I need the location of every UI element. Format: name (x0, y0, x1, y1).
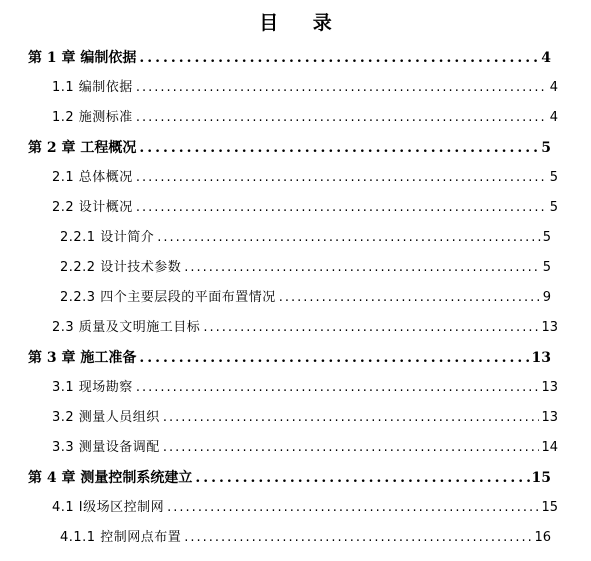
dot-leader (163, 408, 540, 428)
dot-leader (279, 288, 541, 308)
toc-entry-label: 第 2 章 工程概况 (28, 140, 137, 156)
dot-leader (163, 438, 540, 458)
dot-leader (136, 108, 548, 128)
dot-leader (167, 498, 539, 518)
dot-leader (139, 138, 539, 158)
dot-leader (136, 198, 548, 218)
toc-entry-page: 9 (542, 290, 551, 305)
toc-entry-page: 5 (549, 200, 558, 215)
toc-entry-page: 14 (541, 440, 558, 455)
toc-entry-section-2-3[interactable] (52, 318, 558, 338)
toc-entry-page: 5 (541, 140, 551, 156)
toc-entry-label: 3.2 测量人员组织 (52, 410, 160, 425)
toc-entry-page: 4 (549, 110, 558, 125)
toc-title: 目 录 (259, 12, 346, 34)
toc-entry-label: 1.2 施测标准 (52, 110, 133, 125)
toc-entry-label: 2.1 总体概况 (52, 170, 133, 185)
toc-entry-label: 2.2.1 设计简介 (60, 230, 155, 245)
toc-entry-chapter-3[interactable] (28, 348, 551, 368)
toc-entry-label: 2.3 质量及文明施工目标 (52, 320, 201, 335)
toc-entry-page: 13 (541, 380, 558, 395)
toc-entry-label: 4.1.1 控制网点布置 (60, 530, 182, 545)
toc-entry-label: 2.2.3 四个主要层段的平面布置情况 (60, 290, 276, 305)
toc-entry-section-2-1[interactable] (52, 168, 558, 188)
toc-entry-page: 4 (541, 50, 551, 66)
dot-leader (136, 168, 548, 188)
toc-entry-label: 第 1 章 编制依据 (28, 50, 137, 66)
toc-entry-label: 第 4 章 测量控制系统建立 (28, 470, 193, 486)
toc-entry-section-3-3[interactable] (52, 438, 558, 458)
toc-entry-chapter-1[interactable] (28, 48, 551, 68)
toc-entry-label: 2.2 设计概况 (52, 200, 133, 215)
dot-leader (136, 78, 548, 98)
toc-entry-subsection-2-2-2[interactable] (60, 258, 551, 278)
dot-leader (184, 258, 541, 278)
toc-entry-label: 3.1 现场勘察 (52, 380, 133, 395)
dot-leader (139, 48, 539, 68)
toc-entry-label: 3.3 测量设备调配 (52, 440, 160, 455)
toc-entry-section-2-2[interactable] (52, 198, 558, 218)
toc-entry-section-3-1[interactable] (52, 378, 558, 398)
toc-entry-section-4-1[interactable] (52, 498, 558, 518)
toc-entry-label: 2.2.2 设计技术参数 (60, 260, 182, 275)
dot-leader (203, 318, 539, 338)
toc-entry-page: 16 (534, 530, 551, 545)
toc-entry-page: 13 (541, 320, 558, 335)
toc-entry-page: 15 (541, 500, 558, 515)
toc-entry-subsection-4-1-1[interactable] (60, 528, 551, 548)
toc-entry-section-3-2[interactable] (52, 408, 558, 428)
dot-leader (139, 348, 529, 368)
toc-entry-page: 13 (531, 350, 551, 366)
toc-entry-section-1-1[interactable] (52, 78, 558, 98)
dot-leader (157, 228, 541, 248)
toc-entry-subsection-2-2-3[interactable] (60, 288, 551, 308)
toc-entry-page: 5 (542, 260, 551, 275)
toc-entry-section-1-2[interactable] (52, 108, 558, 128)
dot-leader (195, 468, 529, 488)
toc-entry-label: 4.1 Ⅰ级场区控制网 (52, 500, 165, 515)
toc-entry-page: 5 (542, 230, 551, 245)
toc-entry-page: 4 (549, 80, 558, 95)
toc-entry-label: 第 3 章 施工准备 (28, 350, 137, 366)
toc-entry-page: 13 (541, 410, 558, 425)
toc-entry-subsection-2-2-1[interactable] (60, 228, 551, 248)
toc-entry-page: 15 (531, 470, 551, 486)
toc-entry-page: 5 (549, 170, 558, 185)
dot-leader (184, 528, 532, 548)
toc-entry-label: 1.1 编制依据 (52, 80, 133, 95)
dot-leader (136, 378, 540, 398)
toc-entry-chapter-2[interactable] (28, 138, 551, 158)
toc-entry-chapter-4[interactable] (28, 468, 551, 488)
